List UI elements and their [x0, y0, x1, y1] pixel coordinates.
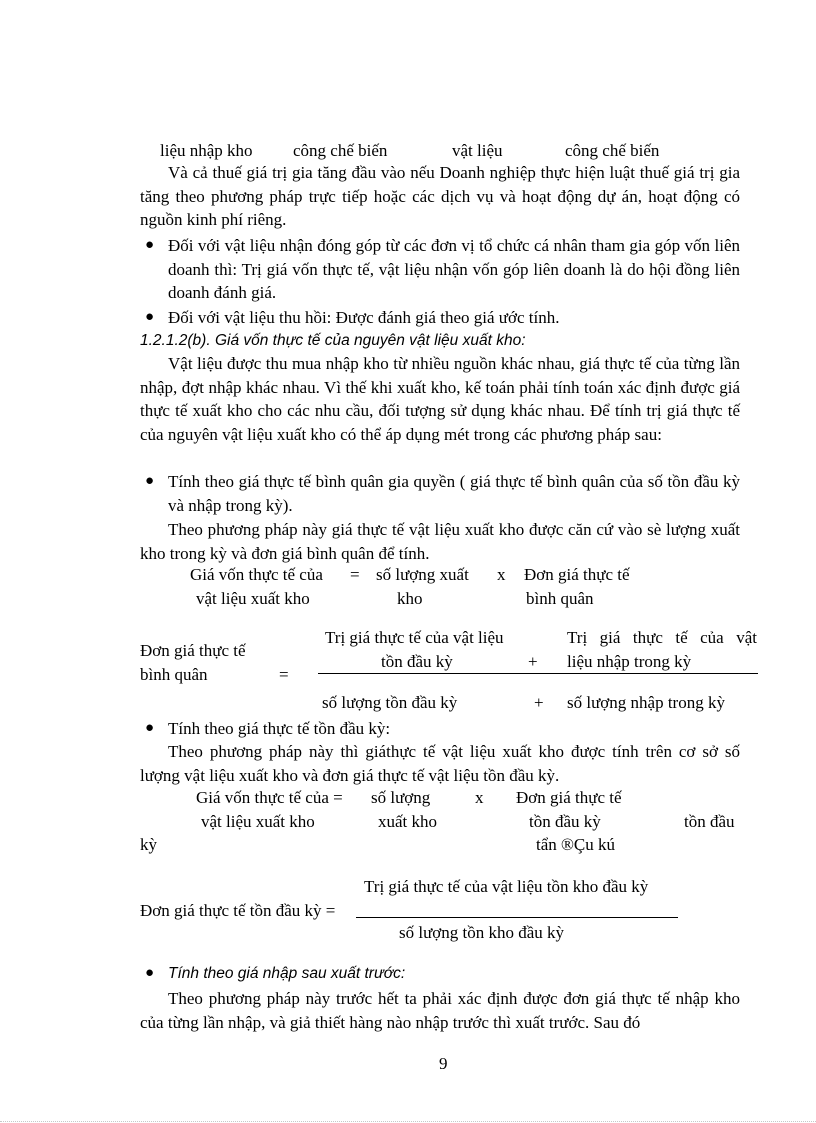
paragraph-opening-price — [140, 740, 740, 787]
formula3-times: x — [475, 788, 484, 807]
formula2-fraction-line — [318, 673, 758, 674]
formula2-denominator-a: số lượng tồn đầu kỳ — [322, 693, 458, 712]
bullet-icon: ● — [145, 473, 155, 489]
formula3-term-d2: tồn đầu — [684, 812, 735, 831]
formula3-term-e3: kỳ — [140, 835, 157, 854]
formula2-numerator-b2: liệu nhập trong kỳ — [567, 652, 692, 671]
top-label-4: công chế biến — [565, 141, 660, 160]
formula2-numerator-b1: Trị giá thực tế của vật — [567, 628, 757, 647]
paragraph-vat — [140, 161, 740, 232]
formula2-equals: = — [279, 665, 289, 684]
paragraph-fifo — [140, 987, 740, 1034]
formula2-numerator-plus: + — [528, 652, 538, 671]
bullet-icon: ● — [145, 309, 155, 325]
formula1-term-b2: kho — [397, 589, 423, 608]
formula2-lhs-2: bình quân — [140, 665, 208, 684]
paragraph-fifo-text: Theo phương pháp này trước hết ta phải xác định được đơn giá thực tế nhập kho của từng lần nhập, và giả thiết hàng nào nhập trước thì xuất trước. Sau đó — [140, 989, 740, 1032]
formula1-term-b1: số lượng xuất — [376, 565, 469, 584]
formula4-denominator: số lượng tồn kho đầu kỳ — [399, 923, 565, 942]
paragraph-vat-text: Và cả thuế giá trị gia tăng đầu vào nếu Doanh nghiệp thực hiện luật thuế giá trị gia tăng theo phương pháp trực tiếp hoặc các dịch vụ và hoạt động dự án, hoạt động có nguồn kinh phí riêng. — [140, 163, 740, 229]
formula3-term-c1: Đơn giá thực tế — [516, 788, 622, 807]
formula4-lhs: Đơn giá thực tế tồn đầu kỳ = — [140, 901, 336, 920]
formula2-denominator-b: số lượng nhập trong kỳ — [567, 693, 725, 712]
formula2-numerator-a1: Trị giá thực tế của vật liệu — [325, 628, 504, 647]
formula2-lhs-1: Đơn giá thực tế — [140, 641, 246, 660]
formula3-term-a1: Giá vốn thực tế của = — [196, 788, 343, 807]
bullet-opening-price: Tính theo giá thực tế tồn đầu kỳ: — [168, 719, 391, 738]
formula1-equals: = — [350, 565, 360, 584]
bullet-recovered-materials: Đối với vật liệu thu hồi: Được đánh giá theo giá ước tính. — [168, 308, 560, 327]
page-number: 9 — [439, 1054, 448, 1073]
formula3-term-c2: tồn đầu kỳ — [529, 812, 601, 831]
formula4-fraction-line — [356, 917, 678, 918]
bullet-icon: ● — [145, 965, 155, 981]
bullet-weighted-average: Tính theo giá thực tế bình quân gia quyền ( giá thực tế bình quân của số tồn đầu kỳ và nhập trong kỳ). — [168, 472, 740, 515]
paragraph-weighted-average — [140, 518, 740, 565]
bullet-icon: ● — [145, 237, 155, 253]
formula1-term-a1: Giá vốn thực tế của — [190, 565, 323, 584]
paragraph-methods — [140, 352, 740, 446]
formula1-term-a2: vật liệu xuất kho — [196, 589, 310, 608]
bullet-fifo: Tính theo giá nhập sau xuất trước: — [168, 965, 406, 982]
formula1-times: x — [497, 565, 506, 584]
page-bottom-border — [0, 1121, 816, 1122]
top-label-2: công chế biến — [293, 141, 388, 160]
top-label-1: liệu nhập kho — [160, 141, 253, 160]
formula3-term-c3: tẩn ®Çu kú — [536, 835, 616, 854]
paragraph-methods-text: Vật liệu được thu mua nhập kho từ nhiều nguồn khác nhau, giá thực tế của từng lần nhập, đợt nhập khác nhau. Vì thế khi xuất kho, kế toán phải tính toán xác định được giá thực tế xuất kho cho các nhu cầu, đối tượng sử dụng khác nhau. Để tính trị giá thực tế của nguyên vật liệu xuất kho có thể áp dụng mét trong các phương pháp sau: — [140, 354, 740, 444]
formula4-numerator: Trị giá thực tế của vật liệu tồn kho đầu kỳ — [364, 877, 649, 896]
paragraph-weighted-average-text: Theo phương pháp này giá thực tế vật liệu xuất kho được căn cứ vào sè lượng xuất kho trong kỳ và đơn giá bình quân để tính. — [140, 520, 740, 563]
section-heading: 1.2.1.2(b). Giá vốn thực tế của nguyên vật liệu xuất kho: — [140, 332, 526, 349]
formula2-denominator-plus: + — [534, 693, 544, 712]
top-label-3: vật liệu — [452, 141, 503, 160]
bullet-contributed-materials: Đối với vật liệu nhận đóng góp từ các đơn vị tổ chức cá nhân tham gia góp vốn liên doanh thì: Trị giá vốn thực tế, vật liệu nhận vốn góp liên doanh là do hội đồng liên doanh đánh giá. — [168, 236, 740, 302]
formula3-term-a2: vật liệu xuất kho — [201, 812, 315, 831]
formula2-numerator-a2: tồn đầu kỳ — [381, 652, 453, 671]
paragraph-opening-price-text: Theo phương pháp này thì giáthực tế vật liệu xuất kho được tính trên cơ sở số lượng vật liệu xuất kho và đơn giá thực tế vật liệu tồn đầu kỳ. — [140, 742, 740, 785]
formula1-term-c1: Đơn giá thực tế — [524, 565, 630, 584]
formula3-term-b1: số lượng — [371, 788, 431, 807]
formula3-term-b2: xuất kho — [378, 812, 438, 831]
bullet-icon: ● — [145, 720, 155, 736]
formula1-term-c2: bình quân — [526, 589, 594, 608]
